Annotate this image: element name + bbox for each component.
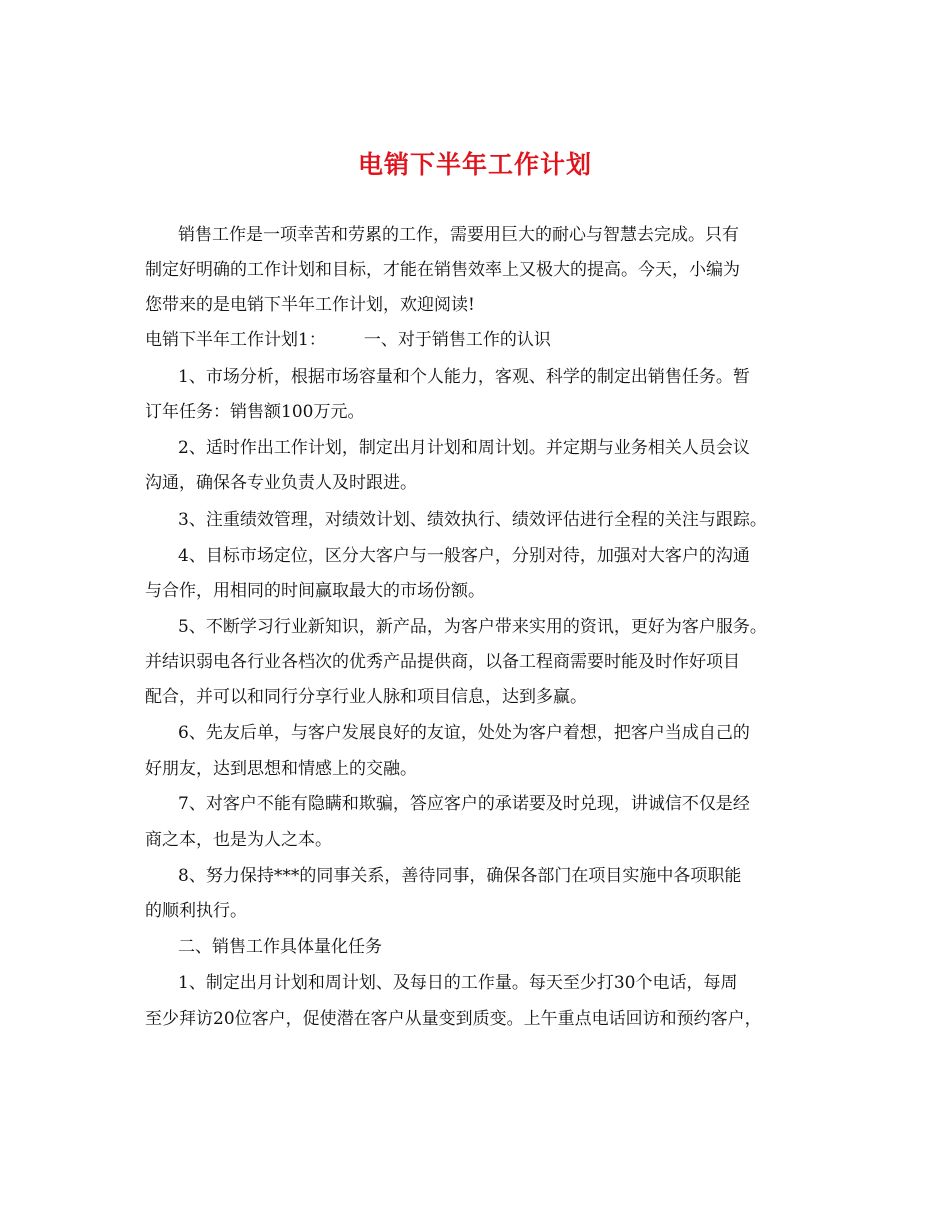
plan-label: 电销下半年工作计划1： xyxy=(145,330,326,350)
section-heading: 二、销售工作具体量化任务 xyxy=(178,937,382,957)
paragraph-line: 1、市场分析，根据市场容量和个人能力，客观、科学的制定出销售任务。暂 xyxy=(178,367,750,387)
document-title: 电销下半年工作计划 xyxy=(357,150,592,179)
section-heading: 一、对于销售工作的认识 xyxy=(363,330,551,350)
paragraph-line: 销售工作是一项幸苦和劳累的工作，需要用巨大的耐心与智慧去完成。只有 xyxy=(178,225,739,245)
paragraph-line: 配合，并可以和同行分享行业人脉和项目信息，达到多赢。 xyxy=(145,687,587,707)
paragraph-line: 与合作，用相同的时间赢取最大的市场份额。 xyxy=(145,581,485,601)
paragraph-line: 沟通，确保各专业负责人及时跟进。 xyxy=(145,473,417,493)
paragraph-line: 2、适时作出工作计划，制定出月计划和周计划。并定期与业务相关人员会议 xyxy=(178,438,750,458)
paragraph-line: 至少拜访20位客户，促使潜在客户从量变到质变。上午重点电话回访和预约客户， xyxy=(145,1009,762,1029)
paragraph-line: 并结识弱电各行业各档次的优秀产品提供商，以备工程商需要时能及时作好项目 xyxy=(145,652,740,672)
paragraph-line: 好朋友，达到思想和情感上的交融。 xyxy=(145,759,417,779)
paragraph-line: 商之本，也是为人之本。 xyxy=(145,830,332,850)
paragraph-line: 8、努力保持***的同事关系，善待同事，确保各部门在项目实施中各项职能 xyxy=(178,866,742,886)
paragraph-line: 6、先友后单，与客户发展良好的友谊，处处为客户着想，把客户当成自己的 xyxy=(178,723,750,743)
paragraph-line: 7、对客户不能有隐瞒和欺骗，答应客户的承诺要及时兑现，讲诚信不仅是经 xyxy=(178,794,750,814)
paragraph-line: 5、不断学习行业新知识，新产品，为客户带来实用的资讯，更好为客户服务。 xyxy=(178,617,767,637)
paragraph-line: 1、制定出月计划和周计划、及每日的工作量。每天至少打30个电话，每周 xyxy=(178,973,738,993)
paragraph-line: 4、目标市场定位，区分大客户与一般客户，分别对待，加强对大客户的沟通 xyxy=(178,546,750,566)
paragraph-line: 制定好明确的工作计划和目标，才能在销售效率上又极大的提高。今天，小编为 xyxy=(145,260,740,280)
paragraph-line: 的顺利执行。 xyxy=(145,901,247,921)
paragraph-line: 您带来的是电销下半年工作计划，欢迎阅读! xyxy=(145,295,475,315)
section-heading-line xyxy=(145,328,825,352)
paragraph-line: 3、注重绩效管理，对绩效计划、绩效执行、绩效评估进行全程的关注与跟踪。 xyxy=(178,510,767,530)
paragraph-line: 订年任务：销售额100万元。 xyxy=(145,402,365,422)
